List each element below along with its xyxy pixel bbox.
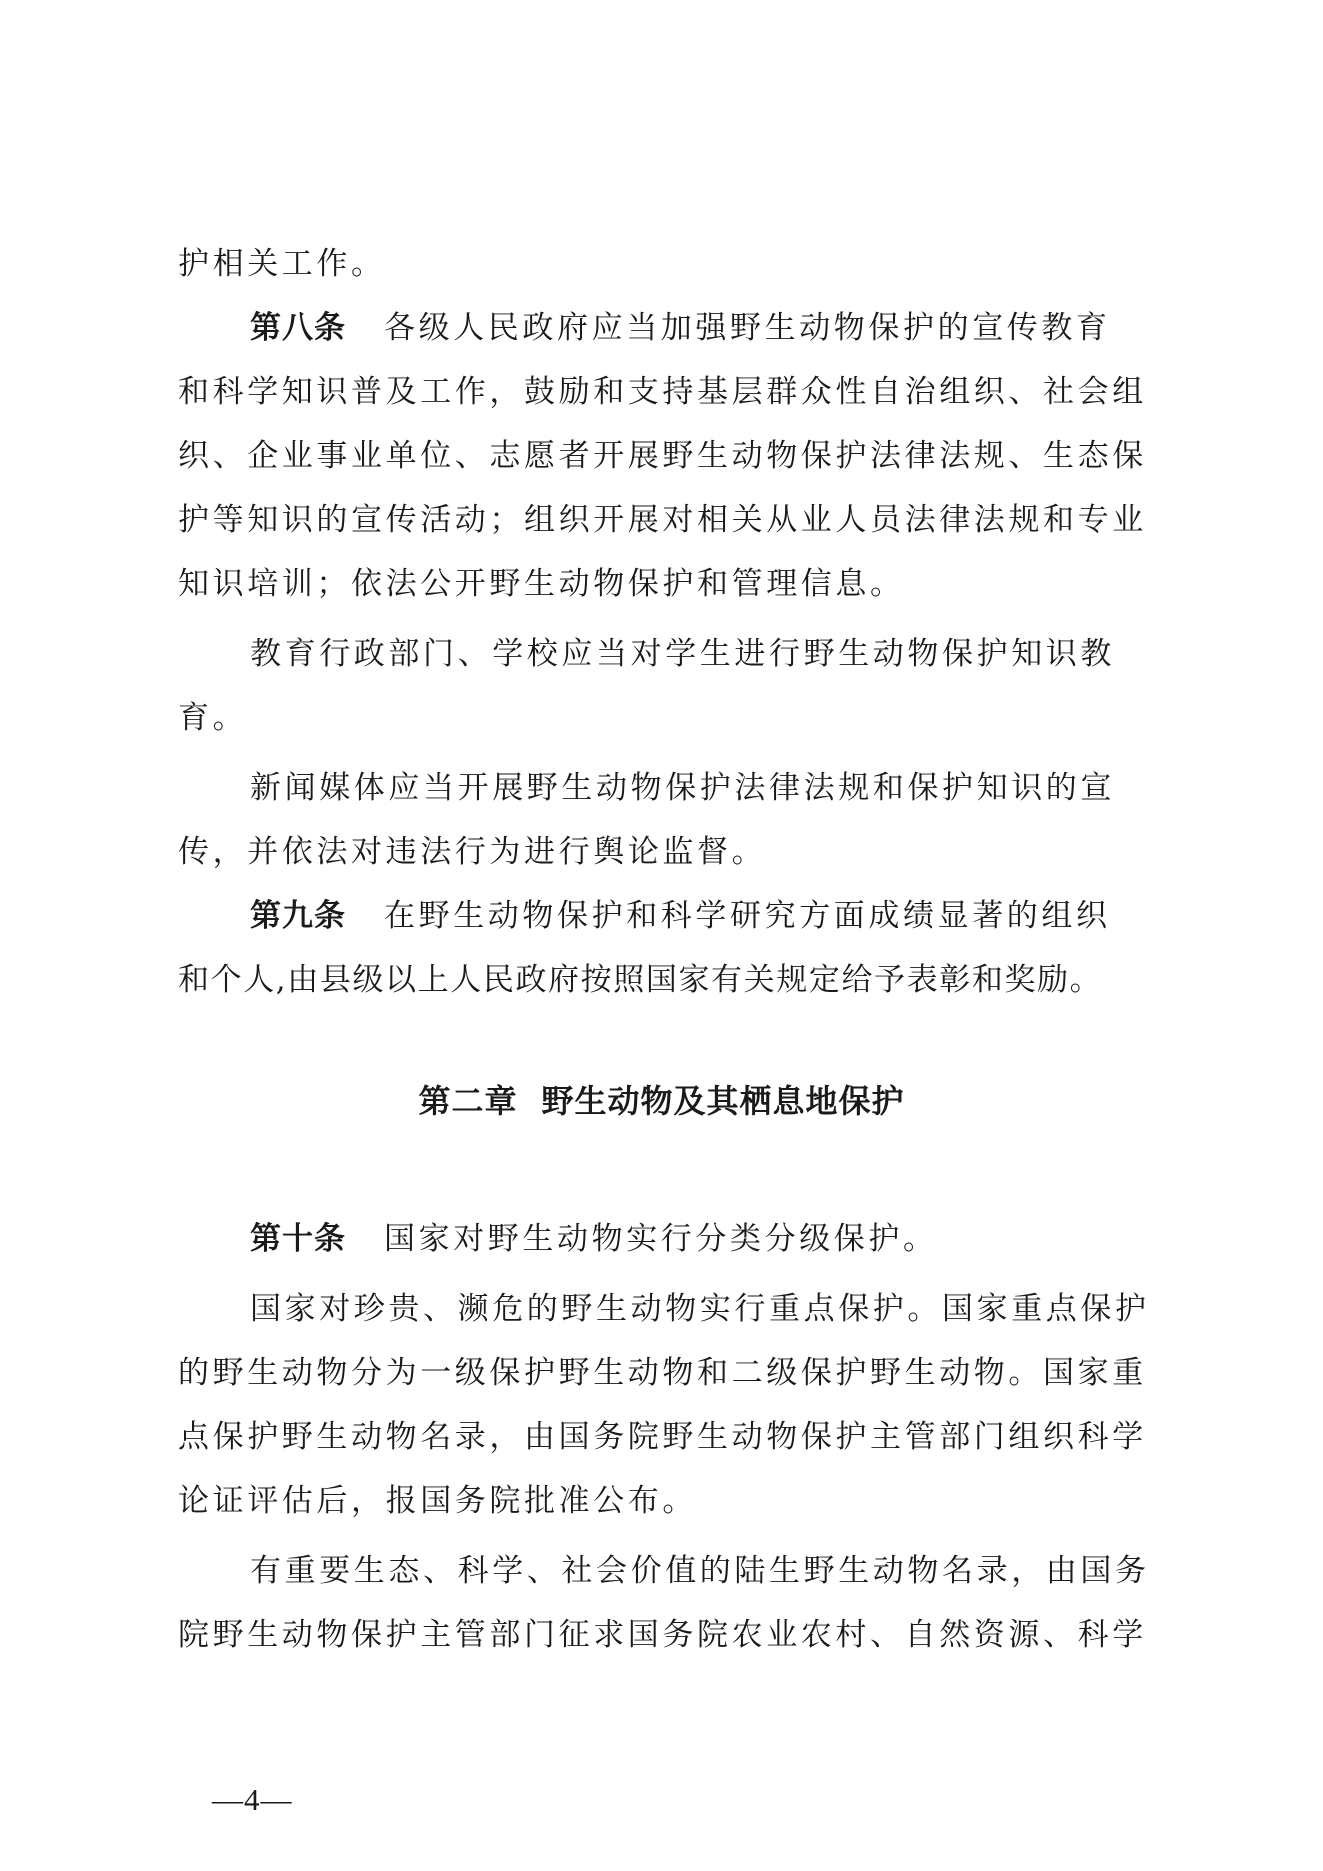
text-line: 院野生动物保护主管部门征求国务院农业农村、自然资源、科学 — [178, 1617, 1147, 1653]
article-8-label: 第八条 — [250, 310, 346, 346]
article-10-first-line — [250, 1211, 1160, 1267]
text-line: 新闻媒体应当开展野生动物保护法律法规和保护知识的宣 — [250, 770, 1115, 806]
article-8-text: 各级人民政府应当加强野生动物保护的宣传教育 — [384, 310, 1111, 346]
article-10-label: 第十条 — [250, 1221, 346, 1257]
text-line: 护相关工作。 — [178, 246, 386, 282]
text-line: 和科学知识普及工作，鼓励和支持基层群众性自治组织、社会组 — [178, 374, 1147, 410]
text-line: 织、企业事业单位、志愿者开展野生动物保护法律法规、生态保 — [178, 438, 1147, 474]
article-9-first-line — [250, 888, 1160, 944]
article-9-label: 第九条 — [250, 898, 346, 934]
chapter-heading — [0, 1071, 1323, 1131]
text-line: 育。 — [178, 700, 248, 736]
text-line: 有重要生态、科学、社会价值的陆生野生动物名录，由国务 — [250, 1553, 1150, 1589]
text-line: 国家对珍贵、濒危的野生动物实行重点保护。国家重点保护 — [250, 1291, 1150, 1327]
text-line: 护等知识的宣传活动；组织开展对相关从业人员法律法规和专业 — [178, 502, 1147, 538]
page-number: —4— — [212, 1782, 293, 1817]
chapter-number: 第二章 — [418, 1082, 518, 1120]
article-9-text: 在野生动物保护和科学研究方面成绩显著的组织 — [384, 898, 1111, 934]
text-line: 教育行政部门、学校应当对学生进行野生动物保护知识教 — [250, 636, 1115, 672]
text-line: 知识培训；依法公开野生动物保护和管理信息。 — [178, 566, 905, 602]
article-10-text: 国家对野生动物实行分类分级保护。 — [384, 1221, 938, 1257]
text-line: 传，并依法对违法行为进行舆论监督。 — [178, 834, 767, 870]
chapter-title: 野生动物及其栖息地保护 — [541, 1082, 905, 1120]
text-line: 的野生动物分为一级保护野生动物和二级保护野生动物。国家重 — [178, 1355, 1147, 1391]
text-line: 和个人,由县级以上人民政府按照国家有关规定给予表彰和奖励。 — [178, 962, 1103, 998]
text-line: 点保护野生动物名录，由国务院野生动物保护主管部门组织科学 — [178, 1419, 1147, 1455]
text-line: 论证评估后，报国务院批准公布。 — [178, 1483, 697, 1519]
article-8-first-line — [250, 300, 1160, 356]
